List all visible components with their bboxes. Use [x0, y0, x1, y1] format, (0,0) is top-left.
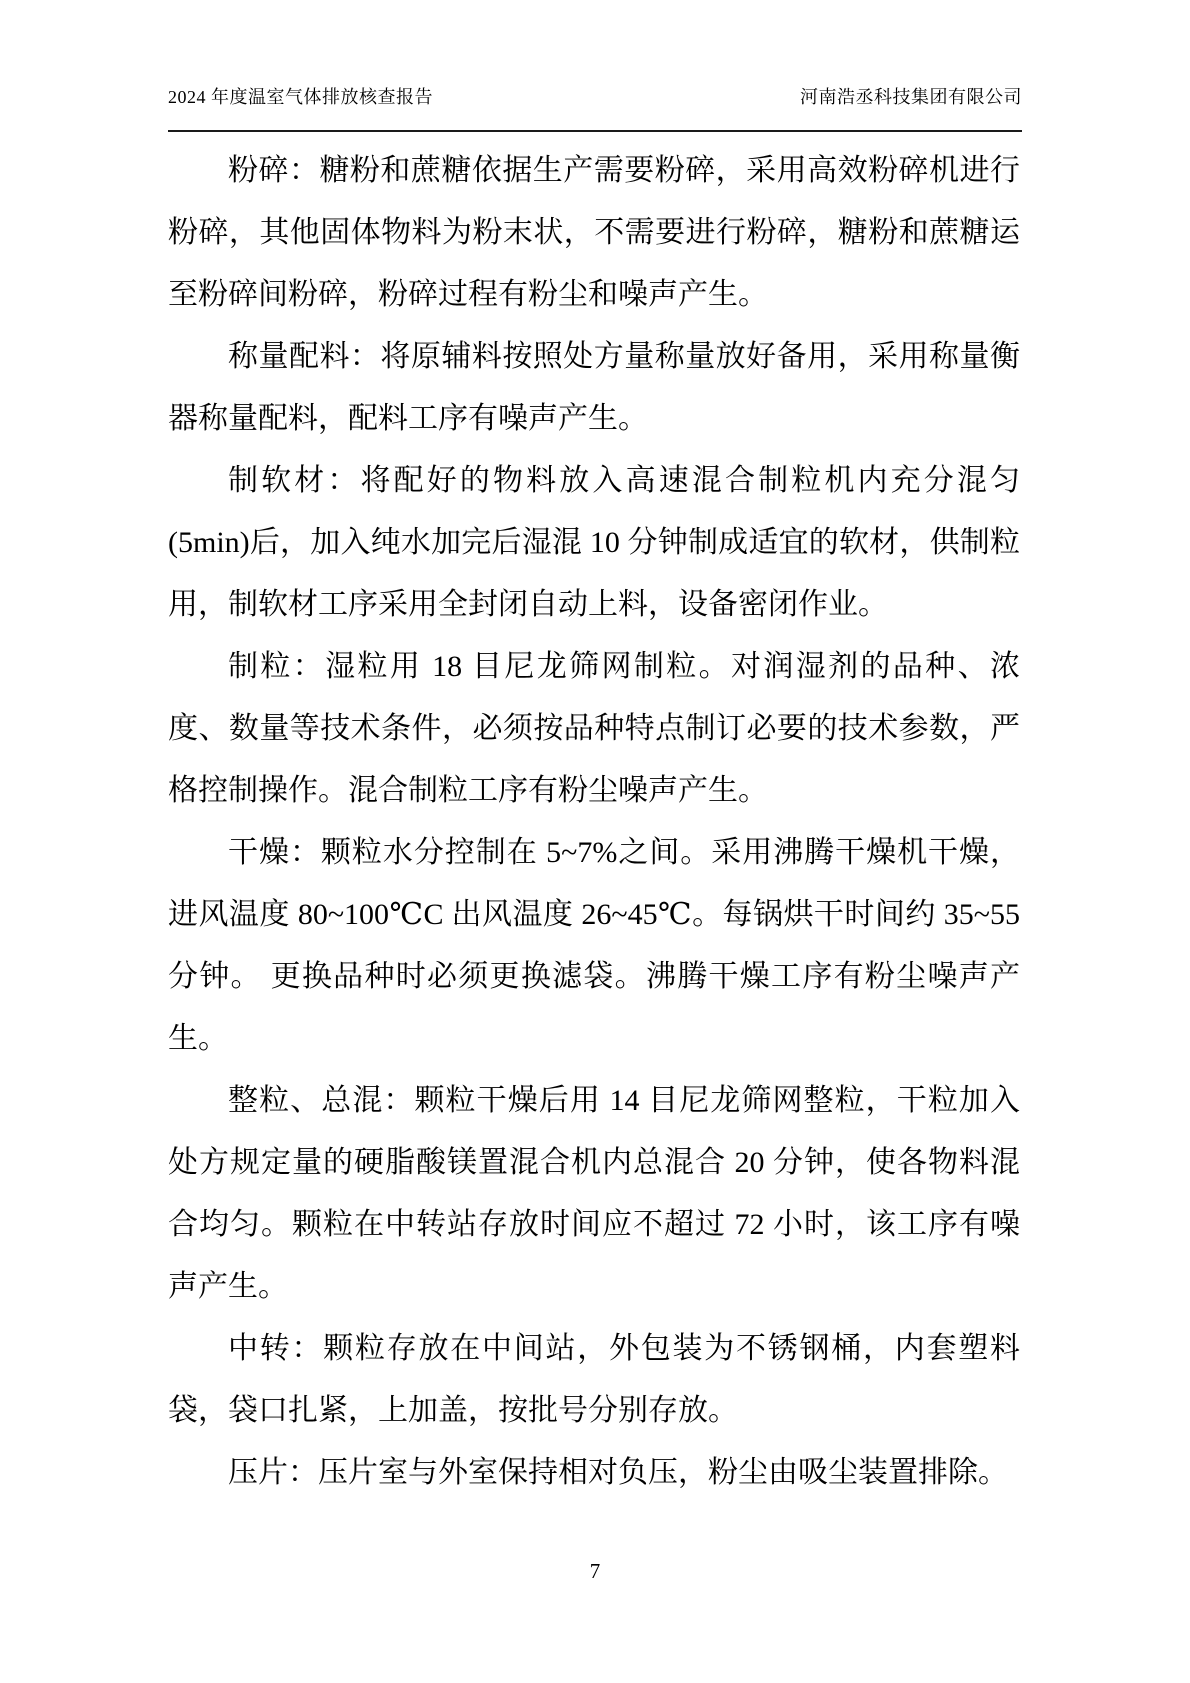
page-footer: [0, 1556, 1190, 1586]
paragraph-granulation: 制粒：湿粒用 18 目尼龙筛网制粒。对润湿剂的品种、浓度、数量等技术条件，必须按品种特点制订必要的技术参数，严格控制操作。混合制粒工序有粉尘噪声产生。: [168, 650, 1020, 807]
document-body: [168, 140, 1020, 1504]
header-report-title: 2024 年度温室气体排放核查报告: [168, 87, 433, 107]
paragraph-drying: 干燥：颗粒水分控制在 5~7%之间。采用沸腾干燥机干燥，进风温度 80~100℃C 出风温度 26~45℃。每锅烘干时间约 35~55 分钟。 更换品种时必须更换滤袋。沸腾干燥工序有粉尘噪声产生。: [168, 836, 1020, 1055]
page-number: 7: [589, 1559, 601, 1583]
paragraph-tabletting: 压片：压片室与外室保持相对负压，粉尘由吸尘装置排除。: [228, 1456, 1008, 1489]
header-company-name: 河南浩丞科技集团有限公司: [800, 87, 1022, 107]
page-header: [168, 84, 1022, 132]
paragraph-weighing-batching: 称量配料：将原辅料按照处方量称量放好备用，采用称量衡器称量配料，配料工序有噪声产生。: [168, 340, 1020, 435]
paragraph-crushing: 粉碎：糖粉和蔗糖依据生产需要粉碎，采用高效粉碎机进行粉碎，其他固体物料为粉末状，不需要进行粉碎，糖粉和蔗糖运至粉碎间粉碎，粉碎过程有粉尘和噪声产生。: [168, 154, 1020, 311]
paragraph-transfer: 中转：颗粒存放在中间站，外包装为不锈钢桶，内套塑料袋，袋口扎紧，上加盖，按批号分别存放。: [168, 1332, 1020, 1427]
paragraph-sizing-total-mixing: 整粒、总混：颗粒干燥后用 14 目尼龙筛网整粒，干粒加入处方规定量的硬脂酸镁置混合机内总混合 20 分钟，使各物料混合均匀。颗粒在中转站存放时间应不超过 72 小时，该工序有噪声产生。: [168, 1084, 1020, 1303]
paragraph-soft-material: 制软材：将配好的物料放入高速混合制粒机内充分混匀(5min)后，加入纯水加完后湿混 10 分钟制成适宜的软材，供制粒用，制软材工序采用全封闭自动上料，设备密闭作业。: [168, 464, 1020, 621]
